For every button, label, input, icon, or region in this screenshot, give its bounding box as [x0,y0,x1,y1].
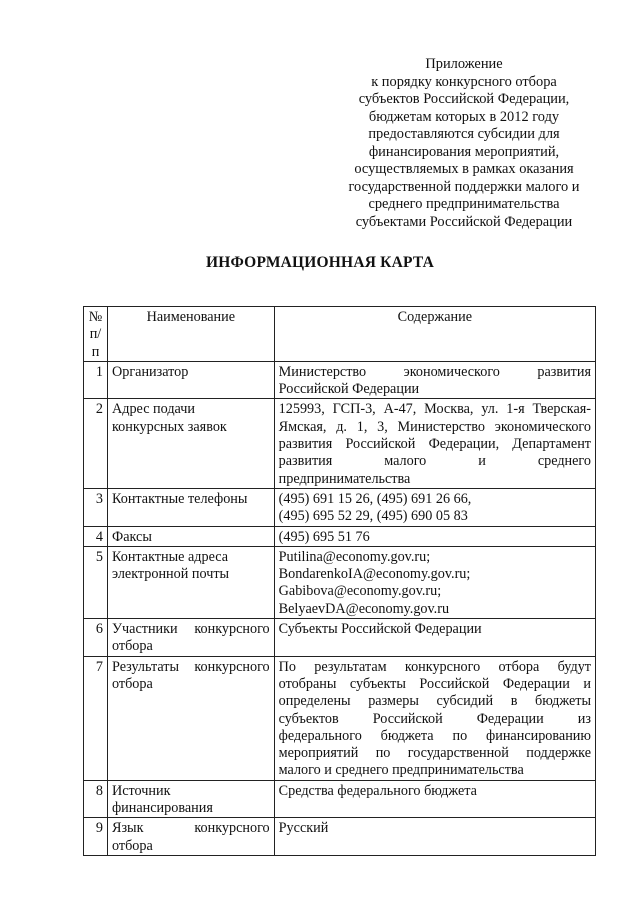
row-content-line: По результатам конкурсного отбора будут [278,658,591,675]
header-number [84,307,108,362]
row-content [274,546,595,618]
document-title: ИНФОРМАЦИОННАЯ КАРТА [205,254,435,271]
row-content-line: предпринимательства [278,470,411,487]
row-name-line: Организатор [111,363,189,380]
row-name [107,399,274,488]
table-row [84,526,596,546]
row-name-line: Контактные адреса [111,548,228,565]
row-content [274,526,595,546]
row-name-line: отбора [111,675,153,692]
appendix-line: финансирования мероприятий, [368,143,560,160]
appendix-line: предоставляются субсидии для [368,126,560,142]
row-content-line: (495) 691 15 26, (495) 691 26 66, [278,490,472,507]
email-address: Putilina@economy.gov.ru; [278,548,431,565]
email-address: Gabibova@economy.gov.ru; [278,583,442,600]
row-name-line: электронной почты [111,566,230,583]
row-content-line: развития малого и среднего [278,453,591,470]
row-content-line: Субъекты Российской Федерации [278,621,482,638]
row-content-line: Ямская, д. 1, 3, Министерство экономического [278,418,591,435]
appendix-header [330,56,598,231]
email-address: BelyaevDA@economy.gov.ru [278,600,450,617]
appendix-line: субъектов Российской Федерации, [358,91,570,107]
table-row [84,619,596,657]
row-content-line: определены размеры субсидий в бюджеты [278,693,591,710]
row-name-line: отбора [111,638,153,655]
table-row [84,546,596,618]
header-number-line: № [88,309,103,325]
row-content [274,361,595,399]
header-content: Содержание [274,307,595,362]
appendix-line: субъектами Российской Федерации [355,213,573,230]
row-name [107,656,274,780]
row-content-line: (495) 695 51 76 [278,528,370,545]
row-content-line: 125993, ГСП-3, А-47, Москва, ул. 1-я Тверская- [278,401,591,418]
table-row [84,488,596,526]
row-number: 3 [84,488,108,526]
row-number: 7 [84,656,108,780]
table-row [84,780,596,818]
row-number: 9 [84,818,108,856]
row-content [274,488,595,526]
row-number: 4 [84,526,108,546]
table-row [84,656,596,780]
row-name-line: Адрес подачи [111,401,195,418]
row-name-line: Источник [111,782,171,799]
row-content-line: Средства федерального бюджета [278,782,477,799]
row-content-line: федерального бюджета по финансированию [278,727,591,744]
row-name-line: финансирования [111,800,213,817]
row-content-line: Русский [278,820,329,837]
row-content [274,818,595,856]
row-content [274,656,595,780]
row-name [107,526,274,546]
row-content-line: малого и среднего предпринимательства [278,762,524,779]
row-number: 6 [84,619,108,657]
table-row [84,818,596,856]
appendix-line: осуществляемых в рамках оказания [354,161,574,177]
row-name [107,546,274,618]
row-number: 1 [84,361,108,399]
row-name-line: Язык конкурсного [111,820,270,837]
row-content-line: Российской Федерации [278,381,420,398]
email-address: BondarenkoIA@economy.gov.ru; [278,566,471,583]
header-name: Наименование [107,307,274,362]
row-number: 5 [84,546,108,618]
row-name-line: Результаты конкурсного [111,658,270,675]
table-row [84,361,596,399]
information-card-table [83,306,596,856]
row-name-line: конкурсных заявок [111,418,227,435]
row-content-line: мероприятий по государственной поддержке [278,745,591,762]
row-content-line: развития Российской Федерации, Департамент [278,436,591,453]
row-name-line: Участники конкурсного [111,621,270,638]
appendix-line: к порядку конкурсного отбора [371,73,557,90]
table-header-row [84,307,596,362]
appendix-line: бюджетам которых в 2012 году [368,108,560,125]
appendix-line: Приложение [425,56,503,72]
row-name [107,361,274,399]
row-name [107,818,274,856]
row-content-line: отобраны субъекты Российской Федерации и [278,675,591,692]
row-content [274,399,595,488]
row-content-line: Министерство экономического развития [278,363,591,380]
row-name-line: Факсы [111,528,152,545]
appendix-line: среднего предпринимательства [368,196,560,212]
row-name [107,488,274,526]
header-number-line: п/п [89,326,102,360]
row-content [274,619,595,657]
row-name-line: отбора [111,837,153,854]
row-content [274,780,595,818]
row-content-line: (495) 695 52 29, (495) 690 05 83 [278,508,468,525]
row-number: 2 [84,399,108,488]
table-row [84,399,596,488]
row-name-line: Контактные телефоны [111,490,248,507]
row-name [107,619,274,657]
row-content-line: субъектов Российской Федерации из [278,710,591,727]
row-number: 8 [84,780,108,818]
appendix-line: государственной поддержки малого и [348,178,580,195]
row-name [107,780,274,818]
